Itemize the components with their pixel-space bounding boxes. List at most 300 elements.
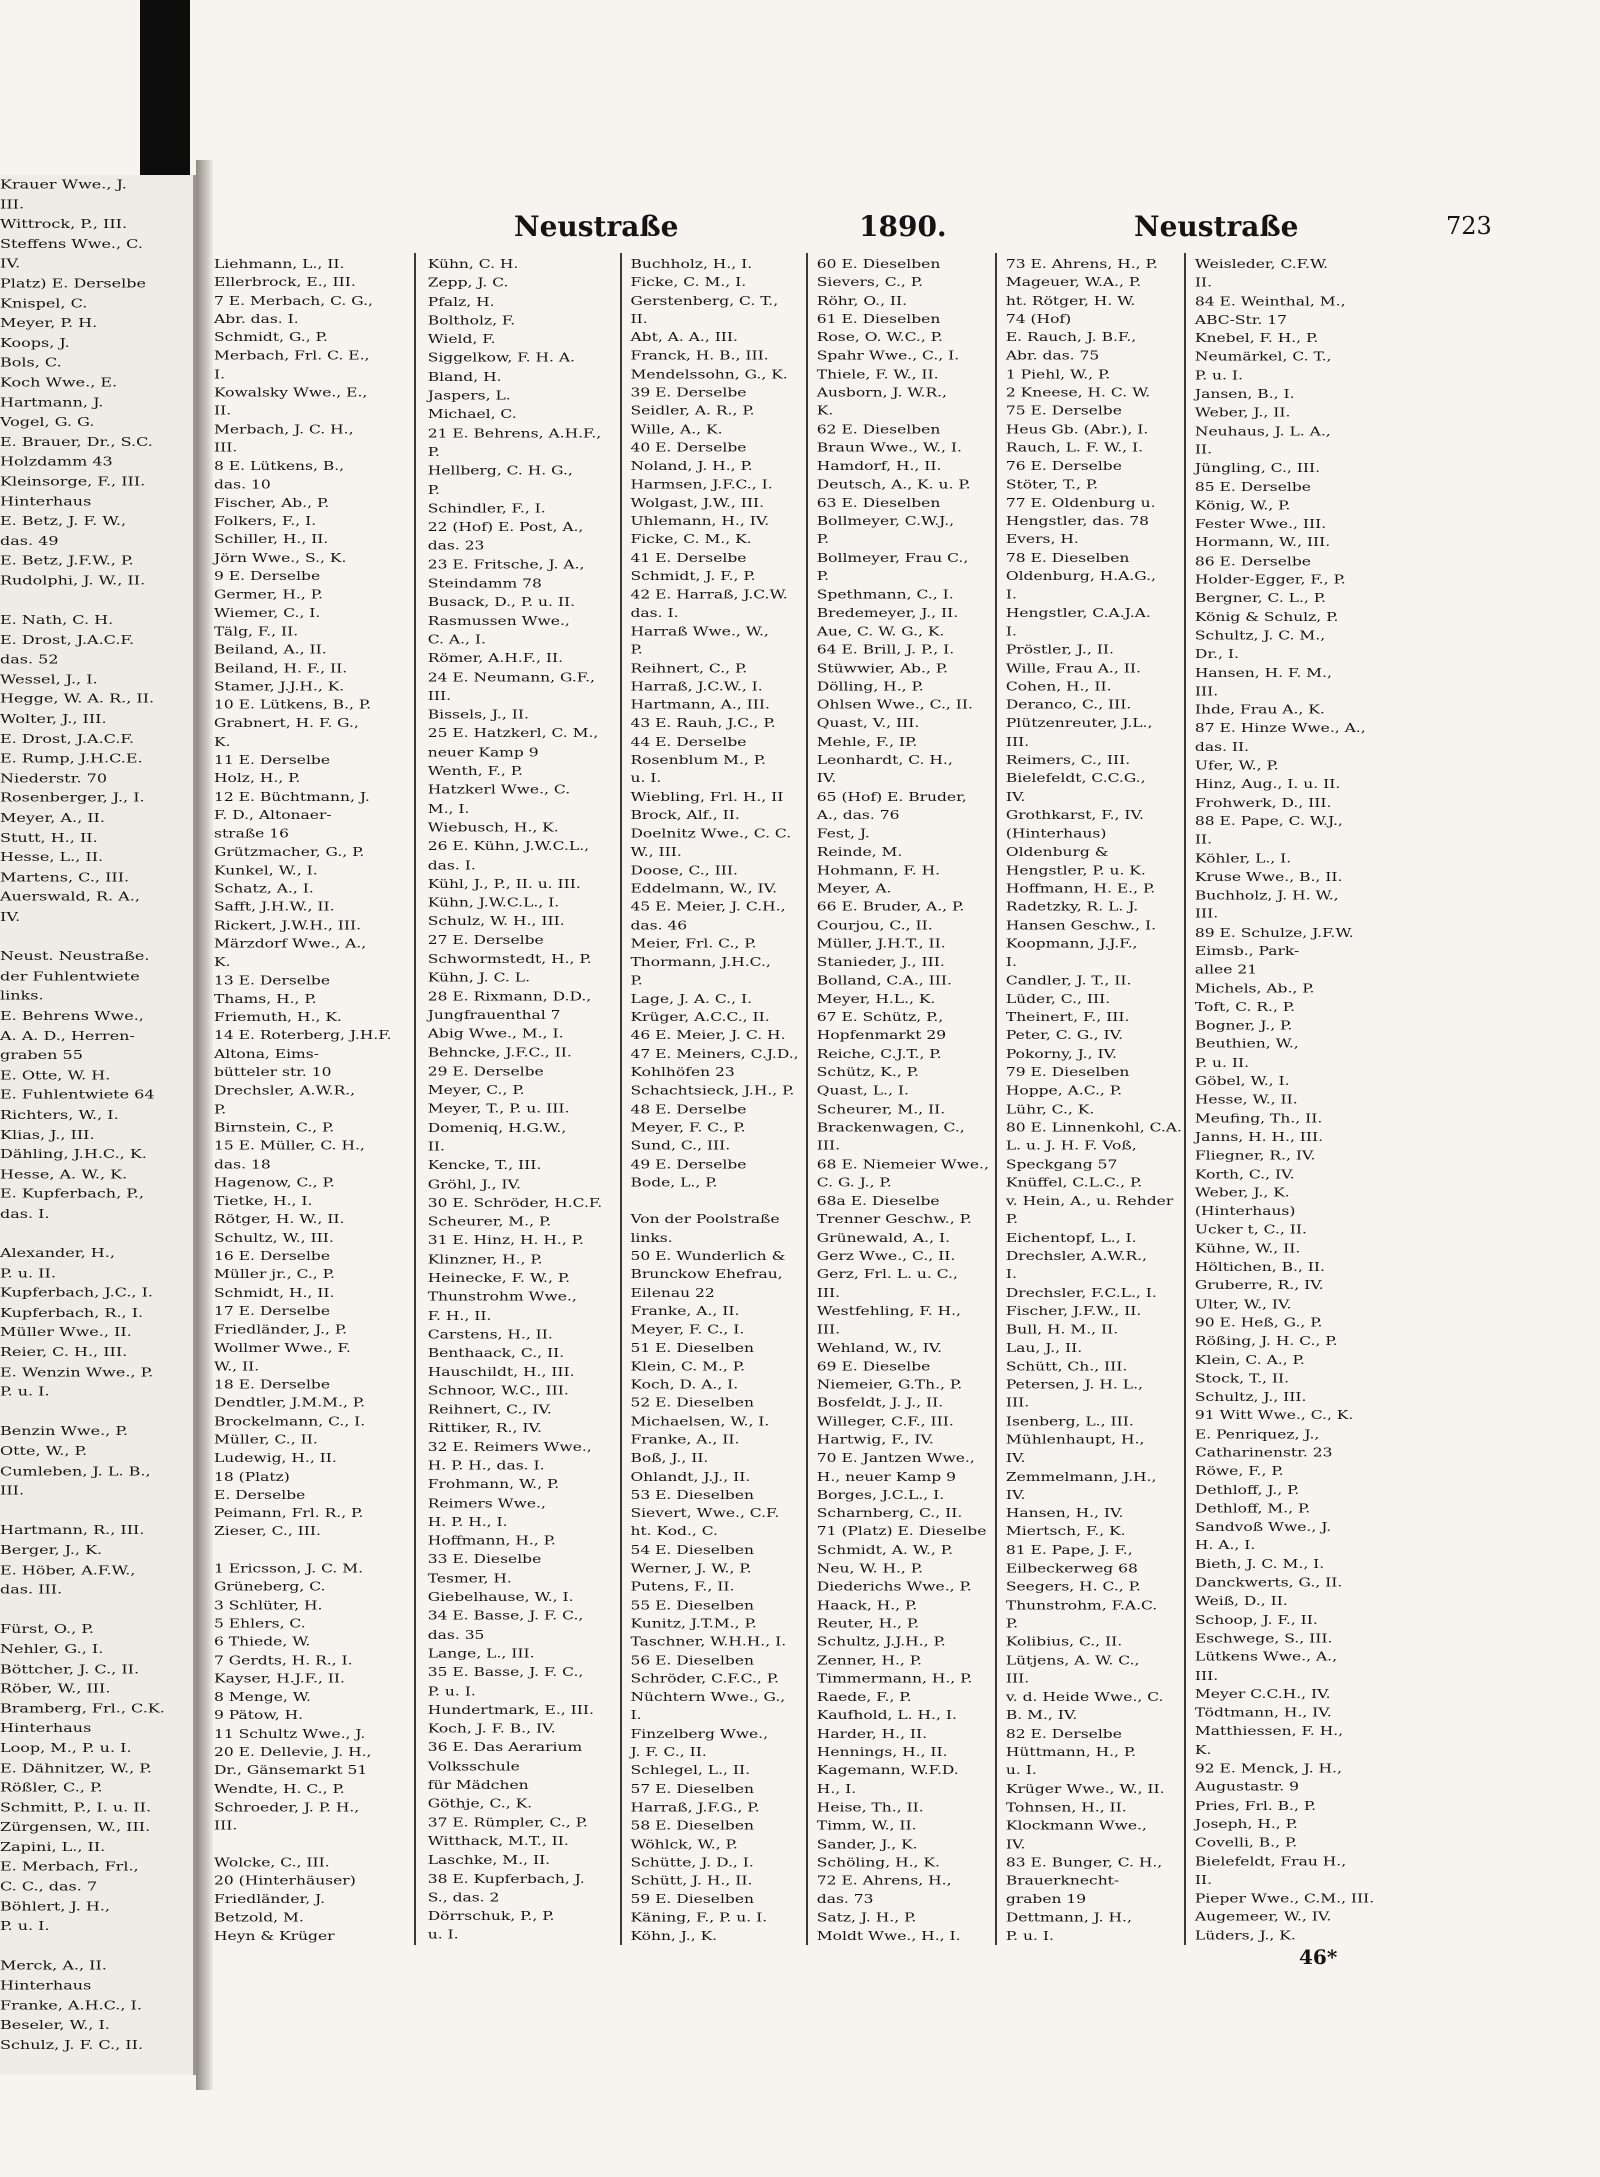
directory-entry: E. Dähnitzer, W., P. [0, 1760, 152, 1775]
directory-entry: 12 E. Büchtmann, J. [214, 790, 370, 804]
directory-entry: Hengstler, P. u. K. [1005, 863, 1146, 878]
directory-entry: das. 73 [816, 1892, 874, 1907]
directory-entry: Harmsen, J.F.C., I. [630, 477, 773, 492]
directory-entry: das. III. [0, 1582, 63, 1597]
directory-entry: Grützmacher, G., P. [214, 845, 365, 859]
directory-entry: Witthack, M.T., II. [427, 1834, 569, 1849]
directory-entry: Meyer, A., II. [0, 810, 105, 825]
directory-entry: C. G. J., P. [816, 1175, 892, 1190]
directory-entry: Koch, D. A., I. [630, 1378, 739, 1392]
directory-entry: Haack, H., P. [816, 1598, 918, 1613]
directory-entry: Drechsler, A.W.R., [214, 1084, 356, 1098]
directory-entry: Klinzner, H., P. [427, 1252, 543, 1267]
directory-entry: Reier, C. H., III. [0, 1345, 128, 1360]
directory-entry: Birnstein, C., P. [214, 1120, 335, 1135]
directory-entry: 52 E. Dieselben [630, 1396, 755, 1411]
directory-entry: (Hinterhaus) [1194, 1204, 1296, 1219]
directory-entry: Germer, H., P. [214, 587, 323, 602]
directory-entry: Pröstler, J., II. [1005, 643, 1114, 657]
directory-entry: Buchholz, H., I. [630, 257, 753, 271]
directory-entry: Theinert, F., III. [1005, 1010, 1130, 1025]
directory-entry: Reuter, H., P. [816, 1616, 920, 1631]
directory-entry: Wiebusch, H., K. [427, 820, 559, 835]
directory-entry: 77 E. Oldenburg u. [1005, 496, 1156, 510]
directory-entry: Lau, J., II. [1005, 1341, 1083, 1355]
directory-entry: Gruberre, R., IV. [1194, 1278, 1324, 1293]
directory-entry: Kühne, W., II. [1194, 1241, 1301, 1256]
directory-entry: Thunstrohm Wwe., [427, 1289, 577, 1304]
directory-entry: Kühn, J.W.C.L., I. [427, 895, 560, 910]
directory-entry: Mageuer, W.A., P. [1005, 275, 1142, 290]
directory-entry: Köhler, L., I. [1194, 851, 1292, 866]
directory-entry: Steindamm 78 [427, 576, 542, 591]
directory-entry: Schütt, Ch., III. [1005, 1359, 1128, 1374]
directory-entry: Schultz, J. C. M., [1194, 628, 1326, 643]
directory-entry: 2 Kneese, H. C. W. [1005, 385, 1151, 400]
directory-entry: Toft, C. R., P. [1194, 1000, 1296, 1014]
directory-entry: Sandvoß Wwe., J. [1194, 1520, 1332, 1534]
directory-entry: Abig Wwe., M., I. [427, 1027, 564, 1041]
directory-entry: Westfehling, F. H., [816, 1304, 961, 1319]
directory-entry: Wolter, J., III. [0, 711, 107, 726]
directory-entry: Thormann, J.H.C., [630, 955, 771, 970]
directory-entry: J. F. C., II. [630, 1745, 707, 1760]
directory-entry: P. u. I. [0, 1384, 50, 1399]
directory-entry: Cumleben, J. L. B., [0, 1463, 151, 1478]
directory-entry: P. [1005, 1616, 1019, 1631]
directory-entry: graben 19 [1005, 1892, 1087, 1907]
directory-entry: Radetzky, R. L. J. [1005, 900, 1139, 914]
directory-entry: Bielefeldt, Frau H., [1194, 1854, 1347, 1869]
directory-entry: Meyer, F. C., P. [630, 1120, 746, 1135]
directory-entry: Zenner, H., P. [816, 1653, 922, 1668]
directory-entry: 15 E. Müller, C. H., [214, 1139, 365, 1153]
directory-entry: K. [214, 955, 231, 970]
directory-entry: Korth, C., IV. [1194, 1167, 1295, 1182]
directory-entry: das. 49 [0, 533, 59, 548]
directory-entry: 79 E. Dieselben [1005, 1065, 1130, 1080]
directory-entry: P. [816, 569, 830, 584]
directory-entry: Altona, Eims- [214, 1047, 319, 1061]
directory-entry: Bollmeyer, Frau C., [816, 551, 969, 565]
directory-entry: Beiland, A., II. [214, 643, 327, 657]
directory-entry: Von der Poolstraße [630, 1212, 780, 1227]
directory-entry: Bogner, J., P. [1194, 1018, 1293, 1033]
directory-entry: Timmermann, H., P. [816, 1672, 973, 1686]
directory-entry: Courjou, C., II. [816, 918, 933, 933]
directory-entry: Borges, J.C.L., I. [816, 1488, 945, 1502]
directory-entry: Pokorny, J., IV. [1005, 1047, 1117, 1061]
directory-entry: II. [214, 404, 232, 418]
directory-entry: E. Rump, J.H.C.E. [0, 751, 143, 766]
directory-entry: Friedländer, J. [214, 1892, 325, 1907]
directory-entry: Matthiessen, F. H., [1194, 1724, 1344, 1739]
directory-entry: Mendelssohn, G., K. [630, 367, 788, 382]
printer-signature: 46* [1299, 1945, 1338, 1969]
directory-entry: E. Drost, J.A.C.F. [0, 731, 135, 746]
directory-entry: 22 (Hof) E. Post, A., [427, 520, 584, 535]
directory-entry: III. [427, 689, 452, 704]
directory-entry: Neu, W. H., P. [816, 1561, 923, 1576]
directory-entry: II. [630, 312, 648, 327]
directory-entry: Giebelhause, W., I. [427, 1590, 574, 1605]
directory-entry: 48 E. Derselbe [630, 1102, 747, 1117]
directory-entry: Holzdamm 43 [0, 454, 113, 469]
directory-entry: Timm, W., II. [816, 1818, 917, 1833]
directory-entry: Nüchtern Wwe., G., [630, 1690, 786, 1704]
column-divider [1184, 253, 1186, 1945]
directory-entry: Zürgensen, W., III. [0, 1820, 151, 1835]
directory-entry: Hinterhaus [0, 1978, 92, 1993]
directory-entry: K. [1194, 1743, 1212, 1757]
directory-entry: III. [1005, 1396, 1030, 1411]
directory-entry: Böttcher, J. C., II. [0, 1661, 140, 1676]
directory-entry: Raede, F., P. [816, 1690, 912, 1704]
directory-entry: das. I. [427, 858, 476, 873]
directory-entry: v. Hein, A., u. Rehder [1005, 1194, 1174, 1208]
directory-entry: Deutsch, A., K. u. P. [816, 477, 971, 492]
directory-entry: Hinz, Aug., I. u. II. [1194, 777, 1341, 792]
directory-entry: Müller, J.H.T., II. [816, 937, 946, 951]
directory-entry: Scharnberg, C., II. [816, 1506, 963, 1521]
directory-entry: K. [816, 404, 834, 418]
directory-entry: Franck, H. B., III. [630, 349, 769, 363]
directory-entry: Stock, T., II. [1194, 1371, 1290, 1386]
directory-entry: Quast, L., I. [816, 1084, 909, 1098]
directory-entry: IV. [1005, 1488, 1026, 1502]
directory-entry: H. P. H., das. I. [427, 1458, 545, 1473]
directory-entry: Pieper Wwe., C.M., III. [1194, 1891, 1375, 1906]
directory-entry: Fischer, Ab., P. [214, 496, 330, 510]
directory-entry: Jungfrauenthal 7 [427, 1008, 561, 1023]
directory-entry: das. 23 [427, 538, 485, 553]
directory-entry: E. Derselbe [214, 1488, 306, 1502]
directory-entry: Joseph, H., P. [1194, 1817, 1298, 1832]
directory-entry: Fürst, O., P. [0, 1622, 94, 1637]
directory-entry: 18 E. Derselbe [214, 1378, 331, 1392]
directory-entry: Auerswald, R. A., [0, 889, 140, 904]
directory-entry: ht. Kod., C. [630, 1525, 718, 1539]
directory-entry: Frohmann, W., P. [427, 1477, 560, 1492]
directory-entry: Dethloff, J., P. [1194, 1483, 1300, 1497]
directory-entry: Klias, J., III. [0, 1127, 95, 1142]
directory-entry: Harraß Wwe., W., [630, 624, 769, 639]
directory-entry: 16 E. Derselbe [214, 1249, 331, 1264]
directory-entry: Bredemeyer, J., II. [816, 606, 959, 620]
directory-entry: links. [630, 1231, 673, 1245]
directory-entry: Thiele, F. W., II. [816, 367, 939, 382]
street-name-left: Neustraße [514, 210, 679, 243]
directory-entry: Niemeier, G.Th., P. [816, 1378, 963, 1392]
directory-entry: Grabnert, H. F. G., [214, 716, 359, 731]
directory-entry: Boß, J., II. [630, 1451, 709, 1466]
directory-entry [0, 1501, 190, 1521]
directory-entry: Bode, L., P. [630, 1175, 718, 1190]
directory-entry: Leonhardt, C. H., [816, 753, 953, 767]
directory-entry: II. [1194, 275, 1213, 290]
directory-entry: Michaelsen, W., I. [630, 1414, 770, 1429]
directory-entry: Dethloff, M., P. [1194, 1501, 1311, 1516]
directory-entry: Thunstrohm, F.A.C. [1005, 1598, 1158, 1613]
directory-entry: 46 E. Meier, J. C. H. [630, 1028, 786, 1043]
directory-entry: Rötger, H. W., II. [214, 1212, 345, 1227]
directory-entry: Krüger Wwe., W., II. [1005, 1782, 1165, 1796]
directory-entry: Cohen, H., II. [1005, 679, 1112, 694]
directory-entry: Bollmeyer, C.W.J., [816, 514, 955, 529]
directory-entry: Kencke, T., III. [427, 1158, 542, 1173]
directory-entry: Lütkens Wwe., A., [1194, 1650, 1338, 1664]
street-name-right: Neustraße [1134, 210, 1299, 243]
directory-entry: Hesse, W., II. [1194, 1093, 1298, 1107]
directory-entry: 58 E. Dieselben [630, 1818, 755, 1833]
directory-entry: u. I. [427, 1928, 459, 1943]
directory-entry: Schatz, A., I. [214, 881, 314, 896]
directory-entry: Tälg, F., II. [214, 624, 299, 639]
directory-entry: Noland, J. H., P. [630, 459, 753, 473]
directory-entry: 53 E. Dieselben [630, 1488, 755, 1502]
directory-entry: ABC-Str. 17 [1194, 313, 1288, 327]
directory-entry: Trenner Geschw., P. [816, 1212, 972, 1227]
directory-entry: 45 E. Meier, J. C.H., [630, 900, 786, 914]
directory-entry: Meyer, P. H. [0, 315, 98, 330]
directory-entry: Bull, H. M., II. [1005, 1322, 1119, 1337]
directory-entry: C. A., I. [427, 632, 486, 647]
directory-entry: 68 E. Niemeier Wwe., [816, 1157, 989, 1172]
directory-entry: H., I. [816, 1782, 857, 1796]
directory-entry: Merck, A., II. [0, 1958, 107, 1973]
directory-entry: Dähling, J.H.C., K. [0, 1147, 147, 1162]
directory-entry: P. u. I. [427, 1684, 476, 1699]
directory-entry: Reinde, M. [816, 845, 903, 859]
directory-entry: E. Höber, A.F.W., [0, 1562, 136, 1577]
directory-entry: Alexander, H., [0, 1246, 115, 1261]
directory-entry: Göthje, C., K. [427, 1796, 533, 1811]
directory-entry: Meufing, Th., II. [1194, 1111, 1323, 1126]
directory-entry: 7 E. Merbach, C. G., [214, 294, 373, 308]
directory-entry: Buchholz, J. H. W., [1194, 888, 1339, 903]
directory-entry: 87 E. Hinze Wwe., A., [1194, 721, 1366, 736]
directory-entry: Göbel, W., I. [1194, 1074, 1290, 1089]
directory-entry: Bolland, C.A., III. [816, 973, 952, 988]
directory-entry: Uhlemann, H., IV. [630, 514, 770, 529]
directory-entry: Jüngling, C., III. [1194, 461, 1321, 476]
directory-entry: Seidler, A. R., P. [630, 404, 755, 418]
directory-entry: Ufer, W., P. [1194, 758, 1279, 773]
directory-entry: Safft, J.H.W., II. [214, 900, 335, 914]
directory-entry: Höltichen, B., II. [1194, 1260, 1325, 1274]
directory-entry: Hansen, H., IV. [1005, 1506, 1124, 1521]
directory-entry: Schmidt, A. W., P. [816, 1543, 954, 1558]
directory-entry: Hamdorf, H., II. [816, 459, 942, 473]
directory-entry: Müller, C., II. [214, 1433, 318, 1447]
directory-entry: Eddelmann, W., IV. [630, 881, 778, 896]
directory-entry: Hoffmann, H. E., P. [1005, 881, 1156, 896]
directory-entry: Oldenburg & [1005, 845, 1109, 859]
directory-entry: das. II. [1194, 740, 1250, 754]
directory-entry: Wiebling, Frl. H., II [630, 790, 784, 804]
directory-entry: P. [1005, 1212, 1019, 1227]
year: 1890. [859, 210, 947, 243]
directory-entry: Dölling, H., P. [816, 679, 924, 694]
directory-entry: ht. Rötger, H. W. [1005, 294, 1136, 308]
directory-entry: Brock, Alf., II. [630, 808, 740, 823]
directory-entry: Rauch, L. F. W., I. [1005, 441, 1144, 455]
directory-entry: Koch Wwe., E. [0, 375, 118, 390]
directory-entry: III. [1005, 1672, 1030, 1686]
directory-entry: Hagenow, C., P. [214, 1175, 335, 1190]
directory-entry: Rößing, J. H. C., P. [1194, 1334, 1338, 1349]
directory-entry: Beuthien, W., [1194, 1037, 1299, 1052]
directory-entry: P. [214, 1102, 227, 1117]
directory-entry: Knüffel, C.L.C., P. [1005, 1175, 1143, 1190]
directory-entry: Reihnert, C., P. [630, 661, 748, 676]
directory-entry: Doelnitz Wwe., C. C. [630, 826, 792, 841]
directory-entry: das. 46 [630, 918, 688, 933]
directory-entry: 25 E. Hatzkerl, C. M., [427, 726, 599, 741]
directory-entry: u. I. [630, 771, 662, 786]
directory-entry: Hinterhaus [0, 1721, 92, 1736]
directory-entry: Müller Wwe., II. [0, 1325, 132, 1340]
directory-entry: 81 E. Pape, J. F., [1005, 1543, 1133, 1558]
directory-entry: der Fuhlentwiete [0, 968, 140, 984]
directory-entry: Sievers, C., P. [816, 275, 923, 290]
directory-entry: Hesse, L., II. [0, 850, 104, 865]
directory-entry: Bielefeldt, C.C.G., [1005, 771, 1146, 786]
directory-entry: Sievert, Wwe., C.F. [630, 1506, 780, 1521]
page-header [214, 210, 1600, 250]
directory-entry: Bland, H. [427, 369, 502, 384]
directory-entry: IV. [1005, 1837, 1026, 1851]
directory-entry: Schmidt, G., P. [214, 330, 328, 345]
directory-entry: P. [630, 643, 643, 657]
directory-entry: Richters, W., I. [0, 1107, 119, 1122]
directory-entry: Bieth, J. C. M., I. [1194, 1557, 1325, 1572]
directory-entry: 20 (Hinterhäuser) [214, 1874, 356, 1888]
directory-entry: Kupferbach, J.C., I. [0, 1285, 153, 1300]
directory-entry: Pfalz, H. [427, 294, 495, 309]
column-2 [428, 255, 614, 1945]
directory-entry: A., das. 76 [816, 808, 900, 823]
directory-entry: Eilbeckerweg 68 [1005, 1561, 1138, 1576]
directory-entry: Hormann, W., III. [1194, 535, 1331, 550]
directory-entry: Augemeer, W., IV. [1194, 1910, 1332, 1925]
directory-entry: 70 E. Jantzen Wwe., [816, 1451, 975, 1466]
directory-entry: 44 E. Derselbe [630, 734, 747, 749]
directory-entry: 91 Witt Wwe., C., K. [1194, 1408, 1354, 1423]
directory-entry: Kruse Wwe., B., II. [1194, 870, 1343, 884]
directory-entry: E. Drost, J.A.C.F. [0, 632, 135, 647]
directory-entry: Röber, W., III. [0, 1681, 111, 1696]
directory-entry: Heyn & Krüger [214, 1929, 335, 1943]
directory-entry: Michels, Ab., P. [1194, 981, 1315, 996]
directory-entry: P. [427, 445, 440, 459]
directory-entry: Augustastr. 9 [1194, 1780, 1300, 1794]
directory-entry: 18 (Platz) [214, 1469, 290, 1484]
directory-entry: Schöling, H., K. [816, 1855, 940, 1870]
directory-entry: Weber, J., II. [1194, 405, 1291, 420]
directory-entry: 92 E. Menck, J. H., [1194, 1761, 1342, 1776]
directory-entry: allee 21 [1194, 963, 1258, 977]
directory-entry: Hansen, H. F. M., [1194, 665, 1332, 680]
directory-entry [0, 1600, 190, 1620]
directory-entry: Danckwerts, G., II. [1194, 1575, 1343, 1590]
directory-entry: 72 E. Ahrens, H., [816, 1874, 952, 1888]
directory-entry: II. [1194, 1873, 1213, 1887]
directory-entry: 49 E. Derselbe [630, 1157, 747, 1172]
directory-entry: Eichentopf, L., I. [1005, 1231, 1137, 1245]
directory-entry: 5 Ehlers, C. [214, 1616, 306, 1631]
directory-entry: Hengstler, C.A.J.A. [1005, 606, 1151, 620]
directory-entry: Rosenblum M., P. [630, 753, 766, 767]
directory-entry: Harder, H., II. [816, 1727, 928, 1741]
directory-entry: Kunkel, W., I. [214, 863, 318, 878]
directory-entry: 3 Schlüter, H. [214, 1598, 323, 1613]
directory-entry: Wessel, J., I. [0, 672, 98, 687]
directory-entry: Heinecke, F. W., P. [427, 1271, 571, 1286]
directory-entry: Petersen, J. H. L., [1005, 1378, 1143, 1392]
directory-entry: Isenberg, L., III. [1005, 1414, 1134, 1429]
directory-entry: 69 E. Dieselbe [816, 1359, 931, 1374]
directory-entry: 26 E. Kühn, J.W.C.L., [427, 839, 590, 854]
directory-entry: Schroeder, J. P. H., [214, 1800, 360, 1815]
directory-entry: Ulter, W., IV. [1194, 1297, 1292, 1312]
directory-entry: 1 Ericsson, J. C. M. [214, 1561, 364, 1576]
directory-entry: 61 E. Dieselben [816, 312, 941, 327]
directory-entry: 21 E. Behrens, A.H.F., [427, 426, 602, 441]
directory-entry: graben 55 [0, 1048, 83, 1063]
directory-entry: Klockmann Wwe., [1005, 1818, 1147, 1833]
directory-entry: S., das. 2 [427, 1890, 500, 1905]
directory-entry: I. [214, 367, 226, 382]
directory-entry: Boltholz, F. [427, 313, 516, 328]
directory-entry: Hartmann, R., III. [0, 1523, 145, 1538]
directory-entry: E. Betz, J.F.W., P. [0, 553, 134, 568]
directory-entry: Deranco, C., III. [1005, 698, 1132, 712]
directory-entry [214, 1835, 406, 1853]
directory-entry: Gerz, Frl. L. u. C., [816, 1267, 958, 1282]
directory-entry: E. Penriquez, J., [1194, 1427, 1320, 1442]
directory-entry: Schütz, K., P. [816, 1065, 919, 1080]
directory-entry: Doose, C., III. [630, 863, 738, 878]
directory-entry: Grüneberg, C. [214, 1580, 326, 1594]
directory-entry: bütteler str. 10 [214, 1065, 332, 1080]
directory-entry: Ellerbrock, E., III. [214, 275, 356, 290]
directory-entry: 14 E. Roterberg, J.H.F. [214, 1028, 392, 1043]
directory-entry: Zepp, J. C. [427, 276, 509, 291]
directory-entry: Beiland, H. F., II. [214, 661, 348, 676]
directory-entry: Schnoor, W.C., III. [427, 1383, 569, 1398]
directory-entry: Satz, J. H., P. [816, 1910, 917, 1925]
directory-entry: Meyer, A. [816, 881, 892, 896]
directory-entry: Kagemann, W.F.D. [816, 1763, 959, 1778]
directory-entry: Grothkarst, F., IV. [1005, 808, 1144, 823]
directory-entry: Merbach, J. C. H., [214, 422, 354, 437]
directory-entry: Vogel, G. G. [0, 414, 95, 429]
directory-entry: Eschwege, S., III. [1194, 1631, 1333, 1646]
directory-entry: für Mädchen [427, 1778, 529, 1792]
directory-entry: Jörn Wwe., S., K. [214, 551, 347, 565]
directory-entry: Knebel, F. H., P. [1194, 331, 1319, 346]
directory-entry: Benthaack, C., II. [427, 1346, 565, 1361]
directory-entry: Betzold, M. [214, 1910, 304, 1925]
directory-entry: 65 (Hof) E. Bruder, [816, 790, 967, 804]
directory-entry: Klein, C. A., P. [1194, 1353, 1305, 1367]
directory-entry: Schachtsieck, J.H., P. [630, 1084, 795, 1098]
left-page-fragment [0, 175, 196, 2075]
directory-entry: Hesse, A. W., K. [0, 1166, 128, 1182]
directory-entry: 13 E. Derselbe [214, 973, 331, 988]
directory-entry: Tesmer, H. [427, 1571, 512, 1586]
